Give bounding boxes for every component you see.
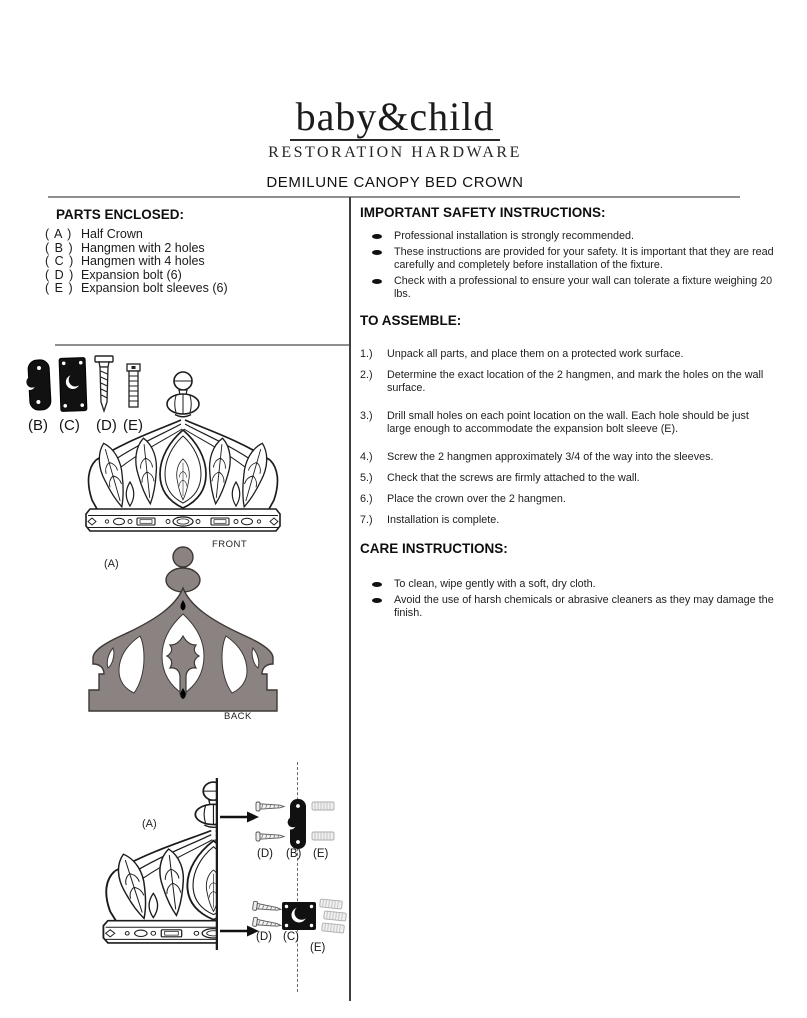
list-item (360, 594, 780, 620)
list-item (360, 514, 780, 527)
back-label: BACK (224, 711, 252, 722)
install-a-label: (A) (142, 818, 157, 830)
bullet-text: To clean, wipe gently with a soft, dry cloth. (394, 578, 596, 590)
list-item (360, 493, 780, 506)
list-item (360, 472, 780, 485)
part-id: ( C ) (45, 254, 75, 268)
safety-heading: IMPORTANT SAFETY INSTRUCTIONS: (360, 205, 606, 220)
bullet-icon (372, 598, 382, 603)
care-heading: CARE INSTRUCTIONS: (360, 541, 508, 556)
part-text: Half Crown (81, 227, 143, 241)
front-label: FRONT (212, 539, 248, 550)
install-bottom-label-e: (E) (310, 942, 326, 954)
hardware-label-e: (E) (123, 417, 143, 434)
header (0, 96, 790, 191)
safety-section (360, 205, 780, 304)
install-top-label-d: (D) (257, 848, 273, 860)
list-item (360, 410, 780, 436)
step-text: Check that the screws are firmly attached to the wall. (387, 472, 640, 484)
parts-enclosed-heading: PARTS ENCLOSED: (56, 207, 185, 222)
parts-list (45, 228, 335, 296)
list-item (360, 451, 780, 464)
bullet-icon (372, 279, 382, 284)
step-number: 1.) (360, 348, 373, 360)
install-top-label-e: (E) (313, 848, 329, 860)
list-item (360, 246, 780, 272)
bullet-text: Professional installation is strongly recommended. (394, 230, 635, 242)
assemble-section (360, 313, 780, 535)
list-item (360, 369, 780, 395)
page-title: DEMILUNE CANOPY BED CROWN (266, 174, 524, 191)
top-rule (48, 196, 740, 198)
bullet-icon (372, 250, 382, 255)
list-item (360, 230, 780, 243)
part-text: Expansion bolt (6) (81, 267, 182, 282)
list-item (360, 348, 780, 361)
list-item (45, 228, 335, 242)
crown-partial-illustration (100, 778, 218, 950)
list-item (45, 242, 335, 256)
care-section (360, 541, 780, 623)
list-item (360, 578, 780, 591)
install-bottom-label-c: (C) (283, 931, 299, 943)
list-item (45, 255, 335, 269)
part-text: Hangmen with 4 holes (81, 254, 205, 268)
part-text: Expansion bolt sleeves (6) (81, 281, 228, 295)
part-a-label: (A) (104, 558, 119, 570)
crown-front-illustration (83, 368, 283, 538)
list-item (45, 282, 335, 296)
parts-box-bottom-rule (55, 344, 349, 346)
step-number: 5.) (360, 472, 373, 484)
step-number: 4.) (360, 451, 373, 463)
bullet-icon (372, 234, 382, 239)
step-text: Determine the exact location of the 2 hangmen, and mark the holes on the wall surface. (387, 369, 764, 394)
step-number: 2.) (360, 369, 373, 381)
step-text: Unpack all parts, and place them on a protected work surface. (387, 348, 684, 360)
hardware-label-b: (B) (28, 417, 48, 434)
column-divider (349, 197, 351, 1001)
part-id: ( E ) (45, 281, 74, 295)
step-text: Place the crown over the 2 hangmen. (387, 493, 566, 505)
bullet-text: Avoid the use of harsh chemicals or abrasive cleaners as they may damage the finish. (394, 594, 774, 619)
step-number: 3.) (360, 410, 373, 422)
assemble-steps (360, 348, 780, 527)
brand-subtitle: RESTORATION HARDWARE (268, 144, 522, 161)
step-text: Drill small holes on each point location on the wall. Each hole should be just large enough to accommodate the expansion bolt sleeve (E). (387, 410, 749, 435)
assemble-heading: TO ASSEMBLE: (360, 313, 462, 328)
hardware-label-d: (D) (96, 417, 117, 434)
list-item (360, 275, 780, 301)
install-bottom-label-d: (D) (256, 931, 272, 943)
hardware-label-c: (C) (59, 417, 80, 434)
bullet-text: Check with a professional to ensure your wall can tolerate a fixture weighing 20 lbs. (394, 275, 773, 300)
step-number: 6.) (360, 493, 373, 505)
list-item (45, 269, 335, 283)
part-id: ( D ) (45, 267, 75, 282)
bullet-icon (372, 582, 382, 587)
hangman-b-assembly (254, 795, 342, 853)
step-text: Screw the 2 hangmen approximately 3/4 of the way into the sleeves. (387, 451, 714, 463)
install-top-label-b: (B) (286, 848, 302, 860)
part-id: ( A ) (45, 227, 73, 241)
part-text: Hangmen with 2 holes (81, 240, 205, 255)
step-number: 7.) (360, 514, 373, 526)
step-text: Installation is complete. (387, 514, 500, 526)
bullet-text: These instructions are provided for your safety. It is important that they are read carefully and completely before installation of the fixture. (394, 246, 774, 271)
part-id: ( B ) (45, 240, 74, 255)
crown-back-silhouette (83, 544, 283, 716)
brand-logo: baby&child (290, 96, 501, 141)
